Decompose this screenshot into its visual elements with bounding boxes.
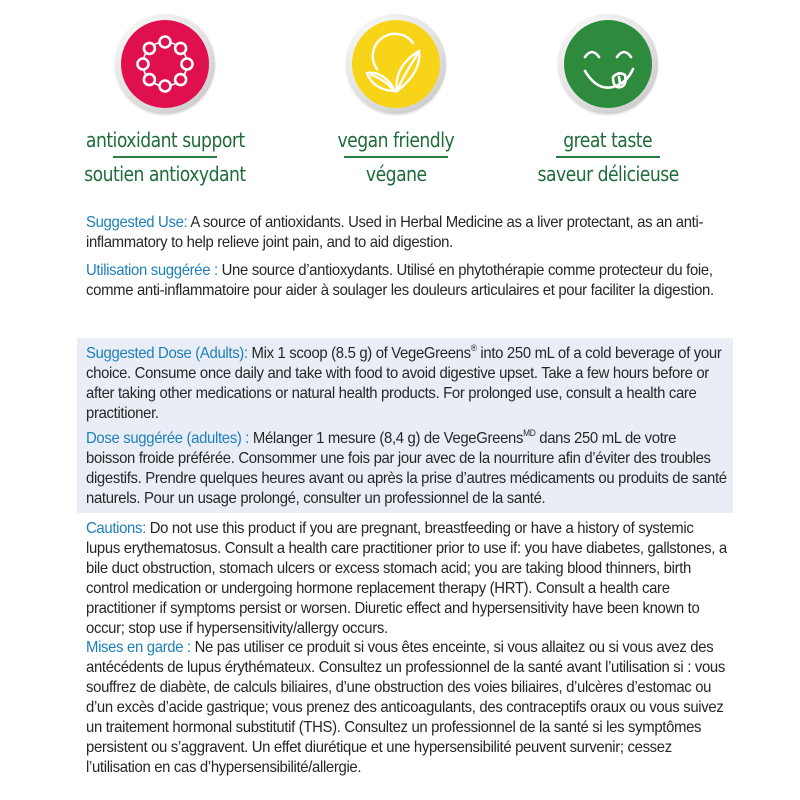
feature-badges <box>0 0 800 200</box>
dose-suggeree-text-cont: dans 250 mL de votre boisson froide préférée. Consommer une fois par jour avec de la nourriture afin d’éviter des troubles digestifs. Prendre quelques heures avant ou après la prise d’autres médicaments ou produits de santé naturels. Pour un usage prolongé, consulter un professionnel de la santé. <box>86 430 727 507</box>
cautions-paragraph <box>86 519 728 639</box>
badge-label-en: vegan friendly <box>337 128 455 152</box>
utilisation-suggeree-paragraph <box>86 261 728 301</box>
badge-ring <box>558 14 658 114</box>
badge-label-en: antioxidant support <box>85 128 245 152</box>
mises-en-garde-text: Ne pas utiliser ce produit si vous êtes enceinte, si vous allaitez ou si vous avez des antécédents de lupus érythémateux. Consultez un professionnel de la santé avant l’utilisation si : vous souffrez de diabète, de calculs biliaires, d’une obstruction des voies biliaires, d’ulcères d’estomac ou d’un excès d’acide gastrique; vous prenez des anticoagulants, des contraceptifs oraux ou vous suivez un traitement hormonal substitutif (THS). Consultez un professionnel de la santé si les symptômes persistent ou s’aggravent. Un effet diurétique et une hypersensibilité peuvent survenir; cessez l’utilisation en cas d’hypersensibilité/allergie. <box>86 639 725 776</box>
badge-antioxidant <box>65 14 265 186</box>
dose-suggeree-heading: Dose suggérée (adultes) : <box>86 430 250 447</box>
registered-mark: ® <box>470 343 477 353</box>
cautions-heading: Cautions: <box>86 520 146 537</box>
suggested-dose-paragraph <box>86 344 728 424</box>
badge-ring <box>346 14 446 114</box>
dose-suggeree-paragraph <box>86 429 728 509</box>
suggested-dose-heading: Suggested Dose (Adults): <box>86 345 248 362</box>
badge-label-fr: soutien antioxydant <box>84 162 246 186</box>
badge-label-en: great taste <box>563 128 653 152</box>
antioxidant-molecule-icon <box>121 20 209 108</box>
suggested-use-paragraph <box>86 213 728 253</box>
dose-suggeree-text: Mélanger 1 mesure (8,4 g) de VegeGreens <box>249 430 524 447</box>
badge-divider <box>344 156 448 158</box>
badge-divider <box>113 156 217 158</box>
badge-label-fr: végane <box>365 162 427 186</box>
tongue-smiley-icon <box>564 20 652 108</box>
badge-label-fr: saveur délicieuse <box>537 162 679 186</box>
badge-taste <box>508 14 708 186</box>
trademark-md: MD <box>523 428 536 438</box>
mises-en-garde-heading: Mises en garde : <box>86 639 191 656</box>
cautions-text: Do not use this product if you are pregnant, breastfeeding or have a history of systemic lupus erythematosus. Consult a health care practitioner prior to use if: you have diabetes, gallstones, a bile duct obstruction, stomach ulcers or excess stomach acid; you are taking blood thinners, birth control medication or undergoing hormone replacement therapy (HRT). Consult a health care practitioner if symptoms persist or worsen. Diuretic effect and hypersensitivity have been known to occur; stop use if hypersensitivity/allergy occurs. <box>86 520 727 637</box>
suggested-dose-text: Mix 1 scoop (8.5 g) of VegeGreens <box>247 345 471 362</box>
suggested-dose-text-cont: into 250 mL of a cold beverage of your choice. Consume once daily and take with food to avoid digestive upset. Take a few hours before or after taking other medications or natural health products. For prolonged use, consult a health care practitioner. <box>86 345 722 422</box>
mises-en-garde-paragraph <box>86 638 728 778</box>
suggested-use-heading: Suggested Use: <box>86 214 188 231</box>
leaf-sprout-icon <box>352 20 440 108</box>
badge-ring <box>115 14 215 114</box>
badge-vegan <box>296 14 496 186</box>
utilisation-suggeree-text: Une source d’antioxydants. Utilisé en phytothérapie comme protecteur du foie, comme anti-inflammatoire pour aider à soulager les douleurs articulaires et pour faciliter la digestion. <box>86 262 714 299</box>
badge-divider <box>556 156 660 158</box>
utilisation-suggeree-heading: Utilisation suggérée : <box>86 262 218 279</box>
suggested-use-text: A source of antioxidants. Used in Herbal Medicine as a liver protectant, as an anti-inflammatory to help relieve joint pain, and to aid digestion. <box>86 214 704 251</box>
